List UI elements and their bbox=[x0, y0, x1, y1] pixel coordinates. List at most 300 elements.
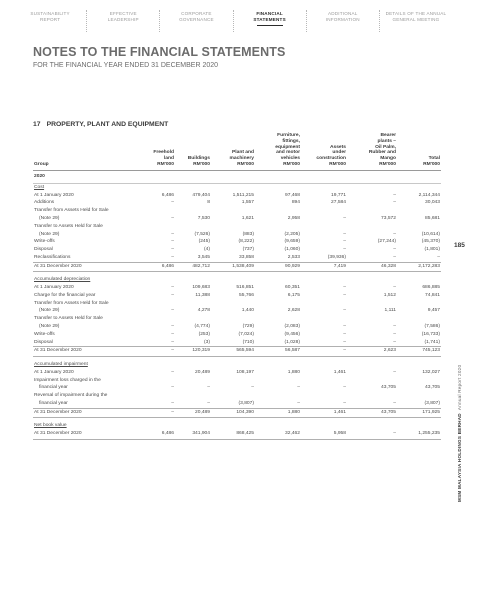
table-cell: 2,623 bbox=[347, 347, 397, 357]
table-cell: (4) bbox=[204, 247, 210, 253]
table-cell: 482,712 bbox=[175, 262, 211, 272]
table-cell: 171,925 bbox=[397, 408, 441, 418]
row-label: Disposal bbox=[34, 339, 53, 345]
row-label: (Note 29) bbox=[39, 215, 60, 221]
table-cell: – bbox=[171, 254, 174, 260]
table-cell bbox=[301, 315, 347, 323]
table-cell: – bbox=[171, 231, 174, 237]
nav-additional-information[interactable]: ADDITIONAL INFORMATION bbox=[307, 10, 380, 32]
table-cell: (253) bbox=[198, 331, 210, 337]
table-cell: (737) bbox=[242, 247, 254, 253]
table-cell: 43,705 bbox=[347, 408, 397, 418]
table-cell: 1,557 bbox=[241, 200, 254, 206]
table-cell: – bbox=[343, 324, 346, 330]
table-cell bbox=[255, 170, 301, 183]
table-cell bbox=[143, 207, 175, 215]
table-cell: 1,511,215 bbox=[232, 192, 254, 198]
top-navigation bbox=[14, 10, 452, 32]
table-row bbox=[33, 170, 441, 183]
page-subtitle: FOR THE FINANCIAL YEAR ENDED 31 DECEMBER 2020 bbox=[33, 62, 219, 69]
row-label: financial year bbox=[39, 385, 68, 391]
table-cell: 1,111 bbox=[384, 308, 396, 314]
table-cell bbox=[143, 315, 175, 323]
table-row bbox=[33, 400, 441, 408]
table-cell bbox=[397, 207, 441, 215]
row-label: Charge for the financial year bbox=[34, 292, 96, 298]
table-cell: – bbox=[171, 239, 174, 245]
table-cell: 20,489 bbox=[175, 408, 211, 418]
subsection-heading: Net book value bbox=[34, 423, 67, 429]
nav-corporate-governance[interactable]: CORPORATE GOVERNANCE bbox=[160, 10, 233, 32]
table-cell: – bbox=[393, 324, 396, 330]
section-heading bbox=[33, 121, 174, 128]
table-cell: – bbox=[143, 347, 175, 357]
table-cell: 73,572 bbox=[381, 215, 396, 221]
page-number: 185 bbox=[454, 242, 465, 249]
table-cell: 33,858 bbox=[239, 254, 254, 260]
table-cell bbox=[143, 223, 175, 231]
table-cell: – bbox=[343, 247, 346, 253]
table-cell bbox=[397, 361, 441, 369]
table-cell bbox=[211, 315, 255, 323]
table-cell bbox=[175, 315, 211, 323]
table-cell: 3,545 bbox=[197, 254, 210, 260]
table-cell: 109,683 bbox=[192, 285, 210, 291]
table-cell: – bbox=[207, 400, 210, 406]
row-label: At 31 December 2020 bbox=[33, 430, 143, 439]
table-cell: 1,512 bbox=[383, 292, 396, 298]
table-cell bbox=[347, 422, 397, 430]
table-cell bbox=[397, 170, 441, 183]
table-cell: 1,461 bbox=[333, 369, 346, 375]
table-cell: 60,351 bbox=[285, 285, 300, 291]
table-row bbox=[33, 223, 441, 231]
table-cell: – bbox=[343, 308, 346, 314]
table-cell: – bbox=[393, 200, 396, 206]
table-row bbox=[33, 361, 441, 369]
table-cell: 6,175 bbox=[287, 292, 300, 298]
table-cell: – bbox=[297, 385, 300, 391]
table-cell bbox=[301, 361, 347, 369]
row-label bbox=[33, 361, 143, 369]
column-header: Bearer plants – Oil Palm, Rubber and Mango RM'000 bbox=[347, 133, 397, 170]
side-running-title bbox=[457, 262, 471, 502]
table-cell: 9,457 bbox=[427, 308, 440, 314]
table-cell bbox=[211, 223, 255, 231]
table-cell bbox=[397, 183, 441, 191]
column-header: Freehold land RM'000 bbox=[143, 133, 175, 170]
table-cell: (245) bbox=[198, 239, 210, 245]
table-cell: 1,255,235 bbox=[397, 430, 441, 439]
table-row bbox=[33, 215, 441, 223]
row-label: financial year bbox=[39, 400, 68, 406]
table-cell bbox=[255, 422, 301, 430]
table-cell bbox=[143, 392, 175, 400]
table-row bbox=[33, 323, 441, 331]
table-row bbox=[33, 315, 441, 323]
table-cell: – bbox=[171, 285, 174, 291]
table-cell bbox=[301, 170, 347, 183]
table-row bbox=[33, 292, 441, 300]
table-cell: – bbox=[347, 430, 397, 439]
table-cell bbox=[397, 315, 441, 323]
nav-financial-statements[interactable]: FINANCIAL STATEMENTS bbox=[234, 10, 307, 32]
table-cell: 85,681 bbox=[425, 215, 440, 221]
table-cell: 2,958 bbox=[287, 215, 300, 221]
table-row bbox=[33, 276, 441, 284]
table-cell: – bbox=[343, 231, 346, 237]
table-cell bbox=[347, 315, 397, 323]
row-label: Transfer to Assets Held for Sale bbox=[34, 316, 103, 322]
table-cell: – bbox=[171, 385, 174, 391]
table-cell bbox=[175, 361, 211, 369]
table-cell bbox=[255, 392, 301, 400]
table-cell: 1,880 bbox=[255, 408, 301, 418]
row-label: Transfer from Assets Held for Sale bbox=[34, 300, 109, 306]
table-cell: – bbox=[393, 247, 396, 253]
table-cell: 1,538,409 bbox=[211, 262, 255, 272]
table-row bbox=[33, 207, 441, 215]
table-cell bbox=[255, 377, 301, 385]
table-cell bbox=[301, 223, 347, 231]
subsection-heading: Cost bbox=[34, 184, 45, 190]
table-cell: – bbox=[393, 285, 396, 291]
subsection-heading: Accumulated depreciation bbox=[34, 277, 91, 283]
table-cell: – bbox=[301, 347, 347, 357]
table-cell: 27,584 bbox=[331, 200, 346, 206]
table-cell bbox=[397, 223, 441, 231]
table-cell bbox=[301, 377, 347, 385]
table-cell: (8,222) bbox=[238, 239, 254, 245]
table-cell: 74,841 bbox=[425, 292, 440, 298]
table-cell bbox=[347, 183, 397, 191]
table-row bbox=[33, 430, 441, 439]
table-cell bbox=[397, 377, 441, 385]
table-cell bbox=[347, 276, 397, 284]
table-cell: 2,533 bbox=[287, 254, 300, 260]
table-cell: – bbox=[343, 285, 346, 291]
table-cell: 19,771 bbox=[331, 192, 346, 198]
row-label: Reversal of impairment during the bbox=[34, 393, 108, 399]
ppe-table bbox=[33, 133, 441, 440]
table-cell: – bbox=[343, 400, 346, 406]
table-cell: – bbox=[171, 400, 174, 406]
table-cell: 7,419 bbox=[301, 262, 347, 272]
table-cell bbox=[397, 392, 441, 400]
table-cell: 2,172,283 bbox=[397, 262, 441, 272]
table-cell: 46,328 bbox=[347, 262, 397, 272]
table-cell: – bbox=[343, 331, 346, 337]
table-cell: – bbox=[171, 339, 174, 345]
table-cell: 1,621 bbox=[241, 215, 254, 221]
row-label: At 31 December 2020 bbox=[33, 347, 143, 357]
table-cell bbox=[211, 183, 255, 191]
table-row bbox=[33, 307, 441, 315]
table-cell bbox=[175, 183, 211, 191]
table-row bbox=[33, 300, 441, 308]
table-cell: 43,705 bbox=[425, 385, 440, 391]
table-cell bbox=[211, 300, 255, 308]
table-cell bbox=[175, 276, 211, 284]
table-cell: (39,936) bbox=[327, 254, 346, 260]
table-cell: 43,705 bbox=[381, 385, 396, 391]
table-cell: 894 bbox=[291, 200, 300, 206]
table-cell bbox=[175, 377, 211, 385]
section-number: 17 bbox=[33, 121, 41, 128]
table-cell: (729) bbox=[242, 324, 254, 330]
row-label: Write-offs bbox=[34, 331, 55, 337]
table-cell bbox=[211, 392, 255, 400]
row-label bbox=[33, 183, 143, 191]
table-cell: – bbox=[171, 247, 174, 253]
table-row bbox=[33, 339, 441, 347]
row-label bbox=[33, 422, 143, 430]
table-cell: (710) bbox=[242, 339, 254, 345]
table-cell: 108,197 bbox=[236, 369, 254, 375]
table-cell bbox=[143, 377, 175, 385]
column-header: Plant and machinery RM'000 bbox=[211, 133, 255, 170]
column-header: Group bbox=[33, 133, 143, 170]
table-cell: – bbox=[251, 385, 254, 391]
table-cell bbox=[301, 276, 347, 284]
table-cell bbox=[211, 361, 255, 369]
table-row bbox=[33, 254, 441, 262]
row-label: At 1 January 2020 bbox=[34, 369, 74, 375]
table-cell bbox=[347, 392, 397, 400]
table-header-row bbox=[33, 133, 441, 170]
table-row bbox=[33, 238, 441, 246]
row-label: At 31 December 2020 bbox=[33, 262, 143, 272]
table-cell bbox=[175, 422, 211, 430]
table-cell bbox=[301, 392, 347, 400]
table-cell: 4,278 bbox=[197, 308, 210, 314]
table-cell bbox=[397, 422, 441, 430]
table-cell bbox=[301, 300, 347, 308]
page-title: NOTES TO THE FINANCIAL STATEMENTS bbox=[33, 45, 286, 59]
table-cell: 90,929 bbox=[255, 262, 301, 272]
table-cell bbox=[397, 276, 441, 284]
table-cell: – bbox=[343, 292, 346, 298]
table-cell bbox=[255, 223, 301, 231]
nav-annual-general-meeting[interactable]: DETAILS OF THE ANNUAL GENERAL MEETING bbox=[385, 11, 447, 22]
table-cell bbox=[255, 361, 301, 369]
table-cell: (27,244) bbox=[377, 239, 396, 245]
table-cell bbox=[143, 276, 175, 284]
table-cell: – bbox=[297, 400, 300, 406]
table-cell bbox=[175, 170, 211, 183]
table-cell: – bbox=[207, 385, 210, 391]
table-cell bbox=[347, 223, 397, 231]
table-cell: 132,027 bbox=[422, 369, 440, 375]
table-cell: 745,123 bbox=[397, 347, 441, 357]
table-cell: (1,060) bbox=[284, 247, 300, 253]
table-cell: – bbox=[393, 254, 396, 260]
table-row bbox=[33, 422, 441, 430]
table-cell: – bbox=[171, 292, 174, 298]
table-cell bbox=[211, 207, 255, 215]
table-cell bbox=[175, 223, 211, 231]
row-label: Write-offs bbox=[34, 239, 55, 245]
table-cell bbox=[143, 300, 175, 308]
table-row bbox=[33, 331, 441, 339]
table-cell: – bbox=[343, 215, 346, 221]
table-cell bbox=[143, 422, 175, 430]
table-cell: (2,205) bbox=[284, 231, 300, 237]
table-cell: – bbox=[171, 215, 174, 221]
table-row bbox=[33, 246, 441, 254]
table-cell bbox=[211, 422, 255, 430]
table-cell: 120,319 bbox=[175, 347, 211, 357]
column-header: Assets under construction RM'000 bbox=[301, 133, 347, 170]
table-cell: 1,440 bbox=[241, 308, 254, 314]
row-label: (Note 29) bbox=[39, 308, 60, 314]
table-cell: 565,594 bbox=[211, 347, 255, 357]
row-label: At 31 December 2020 bbox=[33, 408, 143, 418]
table-cell: – bbox=[171, 331, 174, 337]
table-cell: 32,462 bbox=[255, 430, 301, 439]
column-header: Total RM'000 bbox=[397, 133, 441, 170]
table-cell bbox=[255, 315, 301, 323]
table-row bbox=[33, 284, 441, 292]
table-cell bbox=[143, 361, 175, 369]
table-cell: – bbox=[437, 254, 440, 260]
table-cell bbox=[143, 183, 175, 191]
table-row bbox=[33, 231, 441, 239]
table-cell: 479,404 bbox=[192, 192, 210, 198]
table-cell bbox=[255, 183, 301, 191]
table-cell: (7,586) bbox=[424, 324, 440, 330]
table-cell: 516,851 bbox=[236, 285, 254, 291]
nav-sustainability-report[interactable]: SUSTAINABILITY REPORT bbox=[14, 10, 87, 32]
table-cell: (9,456) bbox=[284, 331, 300, 337]
table-cell: (9,659) bbox=[284, 239, 300, 245]
table-cell: (1,801) bbox=[424, 247, 440, 253]
table-cell: 1,461 bbox=[301, 408, 347, 418]
table-cell: – bbox=[393, 231, 396, 237]
table-cell: 6,486 bbox=[161, 192, 174, 198]
section-title: PROPERTY, PLANT AND EQUIPMENT bbox=[46, 121, 169, 128]
table-cell: – bbox=[393, 339, 396, 345]
side-report-name: Annual Report 2020 bbox=[457, 364, 462, 411]
table-cell: (1,741) bbox=[424, 339, 440, 345]
table-cell bbox=[301, 183, 347, 191]
table-cell bbox=[255, 207, 301, 215]
table-row bbox=[33, 347, 441, 357]
table-cell bbox=[211, 377, 255, 385]
table-cell bbox=[175, 300, 211, 308]
table-cell: – bbox=[171, 369, 174, 375]
table-row bbox=[33, 262, 441, 272]
table-cell: 55,766 bbox=[239, 292, 254, 298]
table-cell: 6,486 bbox=[143, 430, 175, 439]
table-cell: – bbox=[171, 308, 174, 314]
table-cell: 2,114,344 bbox=[418, 192, 440, 198]
row-label: At 1 January 2020 bbox=[34, 192, 74, 198]
table-cell: – bbox=[343, 339, 346, 345]
nav-effective-leadership[interactable]: EFFECTIVE LEADERSHIP bbox=[87, 10, 160, 32]
table-cell bbox=[255, 300, 301, 308]
table-cell bbox=[301, 422, 347, 430]
column-header: Buildings RM'000 bbox=[175, 133, 211, 170]
table-cell: (2,083) bbox=[284, 324, 300, 330]
table-cell: – bbox=[393, 331, 396, 337]
table-cell: 56,587 bbox=[255, 347, 301, 357]
table-row bbox=[33, 192, 441, 200]
table-cell bbox=[347, 207, 397, 215]
table-cell bbox=[301, 207, 347, 215]
table-cell: 97,468 bbox=[285, 192, 300, 198]
table-cell: 686,885 bbox=[422, 285, 440, 291]
table-cell bbox=[347, 377, 397, 385]
table-cell: (16,733) bbox=[421, 331, 440, 337]
table-cell: – bbox=[171, 324, 174, 330]
table-cell: – bbox=[143, 408, 175, 418]
row-label: Disposal bbox=[34, 247, 53, 253]
table-cell: – bbox=[343, 385, 346, 391]
table-cell: 7,530 bbox=[197, 215, 210, 221]
table-cell: (45,370) bbox=[421, 239, 440, 245]
table-cell bbox=[255, 276, 301, 284]
table-cell bbox=[397, 300, 441, 308]
table-cell: 5,958 bbox=[301, 430, 347, 439]
table-cell: – bbox=[343, 239, 346, 245]
subsection-heading: Accumulated impairment bbox=[34, 361, 88, 367]
table-cell: 8 bbox=[207, 200, 210, 206]
row-label bbox=[33, 276, 143, 284]
table-cell bbox=[211, 276, 255, 284]
table-cell: 1,880 bbox=[287, 369, 300, 375]
table-cell bbox=[175, 207, 211, 215]
table-cell: (4,774) bbox=[194, 324, 210, 330]
table-cell bbox=[347, 170, 397, 183]
table-row bbox=[33, 199, 441, 207]
table-cell: (3,807) bbox=[424, 400, 440, 406]
table-cell: (10,614) bbox=[421, 231, 440, 237]
row-label: 2020 bbox=[33, 170, 143, 183]
side-company-name: MSM MALAYSIA HOLDINGS BERHAD bbox=[457, 413, 462, 502]
row-label: (Note 29) bbox=[39, 324, 60, 330]
table-cell bbox=[211, 170, 255, 183]
row-label: Reclassifications bbox=[34, 254, 71, 260]
row-label: Transfer to Assets Held for Sale bbox=[34, 223, 103, 229]
table-cell: 868,425 bbox=[211, 430, 255, 439]
table-cell: (1,028) bbox=[284, 339, 300, 345]
row-label: Additions bbox=[34, 200, 55, 206]
table-cell: 6,486 bbox=[143, 262, 175, 272]
table-cell: – bbox=[393, 400, 396, 406]
table-cell bbox=[175, 392, 211, 400]
table-cell: (7,024) bbox=[238, 331, 254, 337]
table-cell: (883) bbox=[242, 231, 254, 237]
table-cell: – bbox=[171, 200, 174, 206]
row-label: (Note 29) bbox=[39, 231, 60, 237]
table-cell: – bbox=[393, 192, 396, 198]
row-label: Impairment loss charged in the bbox=[34, 377, 101, 383]
table-row bbox=[33, 384, 441, 392]
table-row bbox=[33, 369, 441, 377]
table-row bbox=[33, 377, 441, 385]
table-row bbox=[33, 183, 441, 191]
table-cell: – bbox=[393, 369, 396, 375]
table-row bbox=[33, 408, 441, 418]
table-row bbox=[33, 392, 441, 400]
table-cell: (3) bbox=[204, 339, 210, 345]
row-label: Transfer from Assets Held for Sale bbox=[34, 208, 109, 214]
table-cell: (3,807) bbox=[238, 400, 254, 406]
table-cell: 341,904 bbox=[175, 430, 211, 439]
table-cell bbox=[347, 300, 397, 308]
table-cell: 20,489 bbox=[195, 369, 210, 375]
